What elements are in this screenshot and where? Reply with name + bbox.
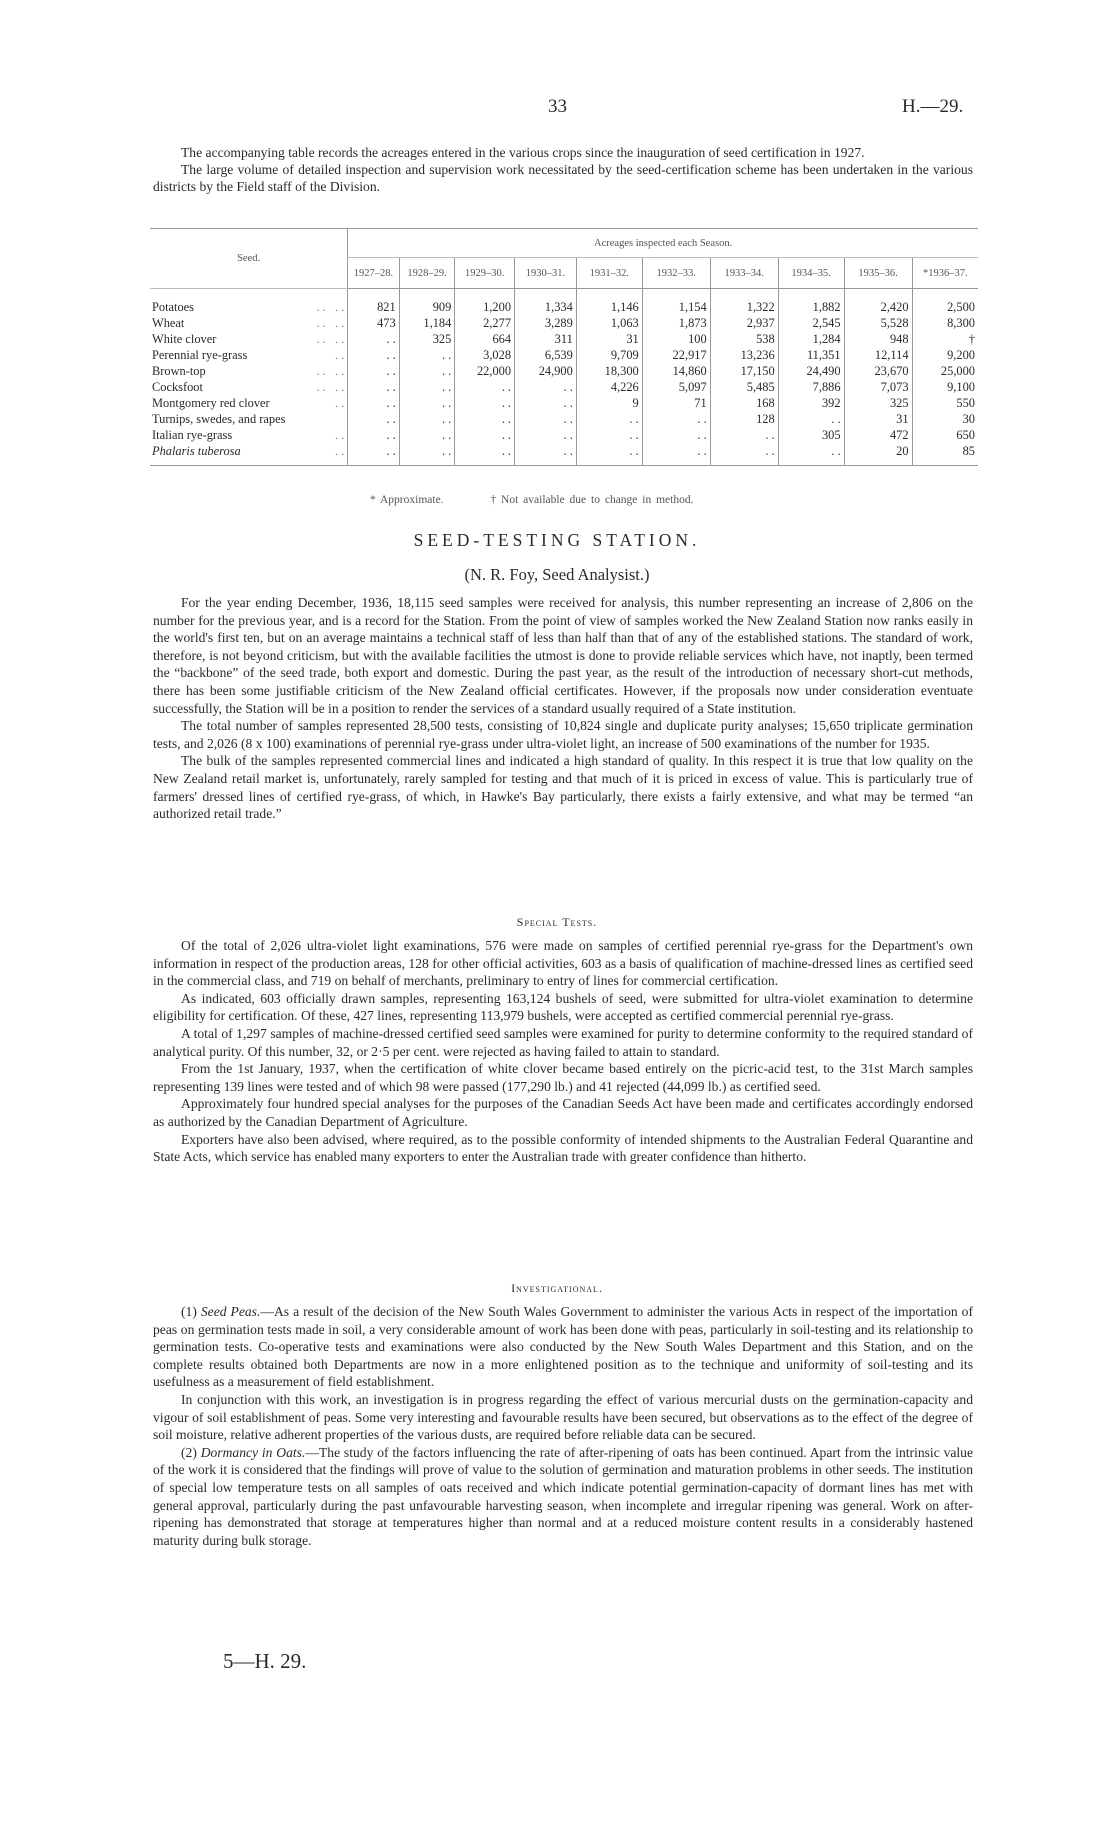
investigational-heading: Investigational. <box>511 1281 603 1295</box>
acreage-cell: . . <box>710 427 778 443</box>
acreage-cell: . . <box>576 427 642 443</box>
year-header: 1931–32. <box>576 258 642 289</box>
year-header: 1927–28. <box>348 258 399 289</box>
acreage-cell: . . <box>455 411 515 427</box>
acreage-cell: 1,334 <box>515 299 577 315</box>
acreage-cell: 909 <box>399 299 455 315</box>
acreage-cell: . . <box>348 427 399 443</box>
year-header: 1933–34. <box>710 258 778 289</box>
acreage-cell: . . <box>348 395 399 411</box>
paragraph: As indicated, 603 officially drawn samples, representing 163,124 bushels of seed, were submitted for ultra-violet examination to determine eligibility for certification. Of these, 427 lines, representing 113,979 bushels, were accepted as certified commercial perennial rye-grass. <box>153 990 973 1024</box>
acreage-cell: . . <box>399 395 455 411</box>
year-header: 1930–31. <box>515 258 577 289</box>
acreage-cell: 18,300 <box>576 363 642 379</box>
leader-dots: . . <box>334 444 345 458</box>
acreage-cell: 325 <box>844 395 912 411</box>
paragraph: Exporters have also been advised, where required, as to the possible conformity of intended shipments to the Australian Federal Quarantine and State Acts, which service has enabled many exporters to enter the Australian trade with greater confidence than hitherto. <box>153 1131 973 1165</box>
table-row <box>150 427 978 443</box>
acreage-cell: . . <box>348 347 399 363</box>
document-reference: H.—29. <box>902 96 964 117</box>
footnote: † Not available due to change in method. <box>490 494 694 506</box>
acreage-cell: . . <box>778 443 844 466</box>
seed-label: Wheat . . . . <box>152 316 345 330</box>
acreage-cell: . . <box>515 427 577 443</box>
acreage-cell: . . <box>515 379 577 395</box>
acreage-cell: . . <box>399 443 455 466</box>
leader-dots: . . . . <box>316 300 345 314</box>
acreage-cell: 9,200 <box>912 347 978 363</box>
acreage-group-header: Acreages inspected each Season. <box>348 229 978 258</box>
acreage-cell: 24,490 <box>778 363 844 379</box>
acreage-cell: 17,150 <box>710 363 778 379</box>
seed-label: Brown-top . . . . <box>152 364 345 378</box>
acreage-cell: 1,154 <box>642 299 710 315</box>
paragraph: The large volume of detailed inspection and supervision work necessitated by the seed-certification scheme has been undertaken in the various districts by the Field staff of the Division. <box>153 162 973 194</box>
acreage-cell: 31 <box>576 331 642 347</box>
seed-label: Montgomery red clover . . <box>152 396 345 410</box>
paragraph: A total of 1,297 samples of machine-dressed certified seed samples were examined for purity to determine conformity to the required standard of analytical purity. Of this number, 32, or 2·5 per cent. were rejected as having failed to attain to standard. <box>153 1025 973 1059</box>
acreage-cell: 31 <box>844 411 912 427</box>
acreage-cell: . . <box>515 411 577 427</box>
acreage-cell: . . <box>710 443 778 466</box>
table-footnotes <box>370 494 735 506</box>
footnote: * Approximate. <box>370 494 444 506</box>
section-title: SEED-TESTING STATION. <box>413 530 701 550</box>
paragraph: From the 1st January, 1937, when the certification of white clover became based entirely on the picric-acid test, to the 31st March samples representing 139 lines were tested and of which 98 were passed (177,290 lb.) and 41 rejected (44,099 lb.) as certified seed. <box>153 1061 973 1094</box>
acreage-cell: 13,236 <box>710 347 778 363</box>
acreage-cell: 1,873 <box>642 315 710 331</box>
acreage-cell: 305 <box>778 427 844 443</box>
seed-header: Seed. <box>150 229 348 289</box>
acreage-cell: 1,322 <box>710 299 778 315</box>
acreage-cell: . . <box>455 395 515 411</box>
seed-label: White clover . . . . <box>152 332 345 346</box>
seed-label: Italian rye-grass . . <box>152 428 345 442</box>
acreage-cell: 7,073 <box>844 379 912 395</box>
acreage-cell: 948 <box>844 331 912 347</box>
acreage-cell: 71 <box>642 395 710 411</box>
acreage-cell: . . <box>455 427 515 443</box>
acreage-cell: 2,277 <box>455 315 515 331</box>
acreage-cell: 128 <box>710 411 778 427</box>
page-number: 33 <box>548 96 567 117</box>
acreage-cell: 25,000 <box>912 363 978 379</box>
acreage-table <box>150 228 978 466</box>
acreage-cell: 325 <box>399 331 455 347</box>
leader-dots: . . <box>334 428 345 442</box>
leader-dots: . . . . <box>316 316 345 330</box>
paragraph: Of the total of 2,026 ultra-violet light examinations, 576 were made on samples of certified perennial rye-grass for the Department's own information in respect of the production areas, 128 for other official activities, 603 as a basis of qualification of machine-dressed lines as certified seed in the commercial class, and 719 on behalf of merchants, preliminary to entry of lines for commercial certification. <box>153 938 973 989</box>
paragraph: (2) Dormancy in Oats.—The study of the factors influencing the rate of after-ripening of oats has been continued. Apart from the intrinsic value of the work it is considered that the findings will prove of value to the solution of germination and maturation problems in other seeds. The institution of special low temperature tests on all samples of oats received and which indicate potential germination-capacity of dormant lines has met with general approval, particularly during the past unfavourable harvesting season, when incomplete and irregular ripening was general. Work on after-ripening has demonstrated that storage at temperatures higher than normal and at a reduced moisture content results in a considerably hastened maturity during bulk storage. <box>153 1444 974 1548</box>
acreage-cell: 821 <box>348 299 399 315</box>
acreage-cell: 6,539 <box>515 347 577 363</box>
acreage-cell: . . <box>399 379 455 395</box>
acreage-cell: 12,114 <box>844 347 912 363</box>
year-header: *1936–37. <box>912 258 978 289</box>
italic-heading: Dormancy in Oats. <box>200 1444 306 1460</box>
paragraph: In conjunction with this work, an investigation is in progress regarding the effect of various mercurial dusts on the germination-capacity and vigour of soil establishment of peas. Some very interesting and favourable results have been secured, but observations as to the effect of the degree of soil moisture, relative adherent properties of the various dusts, are required before reliable data can be secured. <box>153 1391 973 1443</box>
acreage-cell: . . <box>399 347 455 363</box>
section-subtitle: (N. R. Foy, Seed Analysist.) <box>464 565 650 584</box>
seed-label: Phalaris tuberosa . . <box>150 443 348 466</box>
special-tests-text <box>153 937 973 1166</box>
acreage-cell: . . <box>642 443 710 466</box>
acreage-cell: 11,351 <box>778 347 844 363</box>
seed-label: Turnips, swedes, and rapes <box>152 412 286 426</box>
acreage-cell: 85 <box>912 443 978 466</box>
acreage-cell: 1,882 <box>778 299 844 315</box>
acreage-cell: 550 <box>912 395 978 411</box>
acreage-cell: 1,146 <box>576 299 642 315</box>
acreage-cell: 1,063 <box>576 315 642 331</box>
acreage-cell: 3,289 <box>515 315 577 331</box>
leader-dots: . . . . <box>316 332 345 346</box>
year-header: 1932–33. <box>642 258 710 289</box>
year-header: 1935–36. <box>844 258 912 289</box>
acreage-cell: 9 <box>576 395 642 411</box>
acreage-cell: . . <box>399 427 455 443</box>
acreage-cell: 22,917 <box>642 347 710 363</box>
investigational-text <box>153 1303 973 1549</box>
acreage-cell: 2,545 <box>778 315 844 331</box>
acreage-cell: . . <box>348 411 399 427</box>
acreage-cell: 473 <box>348 315 399 331</box>
acreage-cell: 24,900 <box>515 363 577 379</box>
leader-dots: . . <box>334 348 345 362</box>
acreage-cell: . . <box>576 443 642 466</box>
acreage-cell: . . <box>399 411 455 427</box>
seed-label: Cocksfoot . . . . <box>152 380 345 394</box>
acreage-cell: 9,100 <box>912 379 978 395</box>
acreage-cell: 1,184 <box>399 315 455 331</box>
acreage-cell: 3,028 <box>455 347 515 363</box>
acreage-cell: 4,226 <box>576 379 642 395</box>
acreage-cell: 311 <box>515 331 577 347</box>
acreage-cell: . . <box>576 411 642 427</box>
acreage-cell: 100 <box>642 331 710 347</box>
table-row <box>150 363 978 379</box>
year-header: 1929–30. <box>455 258 515 289</box>
table-row <box>150 411 978 427</box>
paragraph: The bulk of the samples represented commercial lines and indicated a high standard of quality. In this respect it is true that low quality on the New Zealand retail market is, unfortunately, rarely sampled for testing and that much of it is priced in excess of value. This is particularly true of farmers' dressed lines of certified rye-grass, of which, in Hawke's Bay particularly, there exists a fairly extensive, and what may be termed “an authorized retail trade.” <box>153 753 973 822</box>
acreage-cell: 2,937 <box>710 315 778 331</box>
acreage-cell: 9,709 <box>576 347 642 363</box>
acreage-cell: 2,500 <box>912 299 978 315</box>
table-row <box>150 443 978 466</box>
acreage-cell: 8,300 <box>912 315 978 331</box>
paragraph: Approximately four hundred special analyses for the purposes of the Canadian Seeds Act have been made and certificates accordingly endorsed as authorized by the Canadian Department of Agriculture. <box>153 1096 973 1129</box>
acreage-cell: . . <box>455 379 515 395</box>
italic-heading: Seed Peas. <box>200 1304 261 1319</box>
paragraph: For the year ending December, 1936, 18,115 seed samples were received for analysis, this number representing an increase of 2,806 on the number for the previous year, and is a record for the Station. From the point of view of samples worked the New Zealand Station now ranks easily in the world's first ten, but on an average maintains a technical staff of less than half than that of any of the established stations. The standard of work, therefore, is not beyond criticism, but with the available facilities the utmost is done to provide reliable services which have, not inaptly, been termed the “backbone” of the seed trade, both export and domestic. During the past year, as the result of the introduction of necessary short-cut methods, there has been some justifiable criticism of the New Zealand official certificates. However, if the proposals now under consideration eventuate successfully, the Station will be in a position to render the services of a standard usually required of a State institution. <box>153 595 973 716</box>
acreage-cell: 23,670 <box>844 363 912 379</box>
intro-text <box>153 144 973 195</box>
acreage-cell: . . <box>642 427 710 443</box>
acreage-cell: . . <box>642 411 710 427</box>
acreage-cell: 538 <box>710 331 778 347</box>
seed-label: Perennial rye-grass . . <box>152 348 345 362</box>
table-row <box>150 315 978 331</box>
acreage-cell: 472 <box>844 427 912 443</box>
table-row <box>150 347 978 363</box>
special-tests-heading: Special Tests. <box>516 915 598 929</box>
acreage-cell: 2,420 <box>844 299 912 315</box>
acreage-cell: . . <box>348 363 399 379</box>
paragraph: (1) Seed Peas.—As a result of the decision of the New South Wales Government to administer the various Acts in respect of the importation of peas on germination tests made in soil, a very considerable amount of work has been done with peas, particularly in soil-testing and its relationship to germination tests. Co-operative tests and examinations were also conducted by the New South Wales Department and this Station, and on the complete results obtained both Departments are now in a more enlightened position as to the technique and uniformity of soil-testing and its usefulness as a measurement of field establishment. <box>153 1304 973 1390</box>
acreage-cell: 30 <box>912 411 978 427</box>
acreage-cell: . . <box>455 443 515 466</box>
acreage-cell: 20 <box>844 443 912 466</box>
acreage-cell: 5,528 <box>844 315 912 331</box>
acreage-cell: 1,200 <box>455 299 515 315</box>
acreage-cell: † <box>912 331 978 347</box>
table-row <box>150 379 978 395</box>
leader-dots: . . <box>334 396 345 410</box>
acreage-cell: 14,860 <box>642 363 710 379</box>
acreage-cell: . . <box>515 395 577 411</box>
acreage-cell: 664 <box>455 331 515 347</box>
table-row <box>150 331 978 347</box>
year-header: 1928–29. <box>399 258 455 289</box>
acreage-cell: 7,886 <box>778 379 844 395</box>
acreage-cell: . . <box>348 331 399 347</box>
paragraph: The accompanying table records the acreages entered in the various crops since the inauguration of seed certification in 1927. <box>181 145 865 160</box>
acreage-cell: . . <box>778 411 844 427</box>
acreage-cell: . . <box>515 443 577 466</box>
acreage-cell: 392 <box>778 395 844 411</box>
paragraph: The total number of samples represented 28,500 tests, consisting of 10,824 single and duplicate purity analyses; 15,650 triplicate germination tests, and 2,026 (8 x 100) examinations of perennial rye-grass under ultra-violet light, an increase of 500 examinations of the number for 1935. <box>153 718 973 751</box>
year-header: 1934–35. <box>778 258 844 289</box>
acreage-cell: . . <box>348 379 399 395</box>
signature-mark: 5—H. 29. <box>223 1649 307 1673</box>
acreage-cell: . . <box>399 363 455 379</box>
leader-dots: . . . . <box>316 380 345 394</box>
table-row <box>150 395 978 411</box>
seed-testing-text <box>153 594 973 823</box>
acreage-cell: 22,000 <box>455 363 515 379</box>
acreage-cell: . . <box>348 443 399 466</box>
table-row <box>150 299 978 315</box>
acreage-cell: 5,097 <box>642 379 710 395</box>
acreage-cell: 1,284 <box>778 331 844 347</box>
acreage-cell: 168 <box>710 395 778 411</box>
leader-dots: . . . . <box>316 364 345 378</box>
acreage-cell: 5,485 <box>710 379 778 395</box>
seed-label: Potatoes . . . . <box>152 300 345 314</box>
acreage-cell: 650 <box>912 427 978 443</box>
